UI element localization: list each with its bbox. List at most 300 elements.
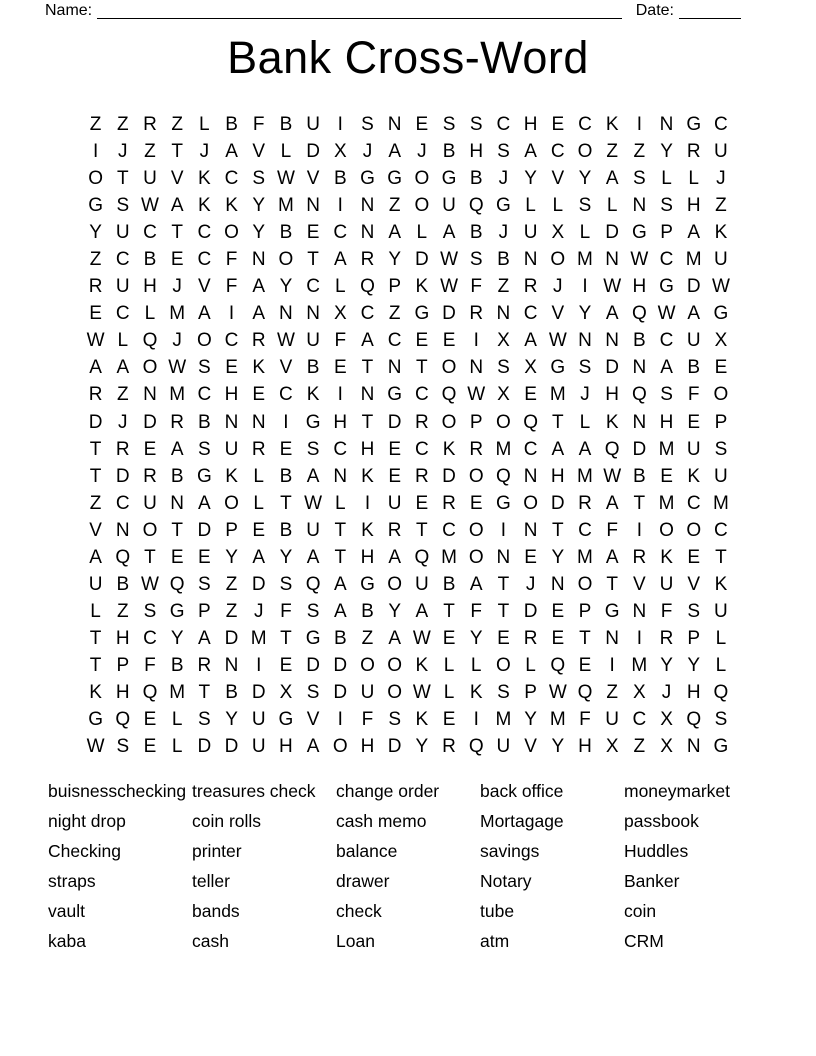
- grid-letter: D: [88, 411, 103, 433]
- grid-letter: R: [659, 627, 674, 649]
- grid-letter: M: [169, 303, 186, 325]
- name-label: Name:: [45, 2, 93, 19]
- grid-letter: K: [714, 573, 728, 595]
- grid-letter: L: [171, 709, 183, 731]
- grid-letter: L: [579, 411, 591, 433]
- grid-letter: N: [387, 114, 402, 136]
- grid-letter: J: [498, 222, 509, 244]
- grid-letter: D: [197, 519, 212, 541]
- grid-letter: S: [361, 114, 374, 136]
- grid-letter: G: [169, 600, 185, 622]
- grid-letter: W: [304, 492, 323, 514]
- grid-letter: D: [387, 411, 402, 433]
- grid-letter: A: [415, 600, 429, 622]
- grid-letter: B: [225, 682, 238, 703]
- grid-letter: W: [548, 330, 567, 352]
- date-fill-line[interactable]: [679, 4, 741, 19]
- grid-letter: Z: [497, 276, 510, 298]
- grid-letter: N: [686, 736, 701, 758]
- grid-letter: H: [686, 682, 701, 703]
- grid-letter: V: [170, 168, 184, 190]
- word-list-item: Mortagage: [480, 811, 564, 832]
- grid-letter: M: [577, 465, 593, 487]
- grid-letter: S: [660, 195, 673, 217]
- grid-letter: K: [225, 195, 238, 217]
- grid-letter: E: [442, 627, 456, 649]
- grid-letter: I: [337, 114, 343, 136]
- grid-letter: B: [687, 357, 701, 379]
- grid-letter: Q: [577, 682, 593, 703]
- grid-letter: Q: [631, 384, 647, 406]
- grid-letter: P: [660, 222, 673, 244]
- grid-letter: E: [170, 249, 184, 271]
- grid-letter: B: [333, 627, 347, 649]
- grid-letter: O: [142, 519, 158, 541]
- grid-letter: A: [306, 465, 320, 487]
- grid-letter: U: [306, 330, 320, 352]
- grid-letter: G: [604, 600, 620, 622]
- grid-letter: N: [143, 384, 157, 406]
- grid-letter: B: [442, 141, 456, 163]
- grid-letter: Z: [715, 195, 727, 217]
- grid-letter: Y: [225, 709, 238, 731]
- grid-letter: Z: [633, 141, 646, 163]
- grid-letter: I: [283, 411, 289, 433]
- grid-letter: G: [496, 195, 511, 217]
- grid-letter: X: [333, 141, 347, 163]
- grid-letter: B: [306, 357, 320, 379]
- grid-letter: Z: [606, 141, 618, 163]
- grid-letter: H: [686, 195, 701, 217]
- grid-letter: C: [197, 222, 212, 244]
- grid-letter: L: [90, 600, 101, 622]
- letter-grid: [82, 111, 735, 760]
- grid-letter: K: [605, 411, 619, 433]
- grid-letter: U: [659, 573, 674, 595]
- grid-letter: J: [253, 600, 264, 622]
- grid-letter: B: [279, 222, 293, 244]
- grid-letter: S: [388, 709, 401, 731]
- grid-letter: L: [443, 682, 455, 703]
- grid-letter: F: [660, 600, 673, 622]
- grid-letter: R: [414, 465, 429, 487]
- grid-letter: Z: [633, 736, 646, 758]
- grid-letter: W: [603, 276, 622, 298]
- grid-letter: M: [658, 438, 675, 460]
- grid-letter: W: [141, 195, 159, 217]
- grid-letter: E: [442, 709, 456, 731]
- grid-letter: B: [116, 573, 130, 595]
- grid-letter: G: [387, 384, 403, 406]
- grid-letter: E: [252, 384, 266, 406]
- grid-letter: Q: [360, 276, 375, 298]
- grid-letter: B: [333, 168, 347, 190]
- grid-letter: B: [469, 222, 483, 244]
- grid-letter: Z: [116, 384, 129, 406]
- grid-letter: A: [388, 546, 401, 568]
- grid-letter: U: [387, 492, 402, 514]
- grid-letter: V: [198, 276, 211, 298]
- grid-letter: I: [337, 384, 343, 406]
- grid-letter: E: [143, 709, 157, 731]
- grid-letter: L: [253, 465, 264, 487]
- grid-letter: Q: [604, 438, 620, 460]
- grid-letter: E: [660, 465, 673, 487]
- word-list-item: Checking: [48, 841, 121, 862]
- grid-letter: C: [442, 519, 456, 541]
- grid-letter: A: [252, 303, 266, 325]
- grid-letter: E: [415, 330, 429, 352]
- grid-letter: U: [306, 519, 320, 541]
- grid-letter: C: [197, 249, 212, 271]
- grid-letter: E: [388, 438, 401, 460]
- grid-letter: E: [279, 654, 293, 676]
- grid-letter: O: [659, 519, 674, 541]
- grid-letter: D: [605, 357, 620, 379]
- grid-letter: U: [251, 736, 266, 758]
- grid-letter: Q: [468, 736, 484, 758]
- grid-letter: N: [170, 492, 185, 514]
- grid-letter: Q: [142, 682, 158, 703]
- grid-letter: Y: [687, 654, 701, 676]
- grid-letter: C: [333, 438, 348, 460]
- word-list-item: check: [336, 900, 382, 921]
- grid-letter: F: [334, 330, 347, 352]
- word-list-item: printer: [192, 841, 242, 862]
- grid-letter: F: [470, 276, 483, 298]
- grid-letter: K: [442, 438, 456, 460]
- grid-letter: Q: [496, 465, 511, 487]
- grid-letter: H: [279, 736, 293, 758]
- grid-letter: B: [170, 465, 184, 487]
- grid-letter: T: [551, 411, 564, 433]
- grid-letter: T: [116, 168, 129, 190]
- grid-letter: U: [714, 141, 728, 163]
- grid-letter: K: [415, 654, 429, 676]
- grid-letter: J: [716, 168, 726, 190]
- grid-letter: T: [171, 141, 183, 163]
- grid-letter: I: [473, 330, 479, 352]
- grid-letter: B: [497, 249, 510, 271]
- word-list-item: coin: [624, 900, 657, 921]
- grid-letter: O: [496, 654, 511, 676]
- grid-letter: C: [578, 519, 592, 541]
- grid-letter: O: [496, 411, 511, 433]
- grid-letter: O: [414, 168, 430, 190]
- grid-letter: N: [496, 303, 511, 325]
- grid-letter: O: [224, 222, 239, 244]
- word-list-item: kaba: [48, 930, 86, 951]
- grid-letter: F: [687, 384, 700, 406]
- grid-letter: N: [224, 411, 239, 433]
- grid-letter: G: [414, 303, 430, 325]
- grid-letter: E: [143, 736, 157, 758]
- grid-letter: A: [170, 195, 184, 217]
- grid-letter: U: [714, 249, 728, 271]
- grid-letter: S: [497, 357, 510, 379]
- grid-letter: J: [172, 276, 182, 298]
- grid-letter: E: [415, 114, 429, 136]
- grid-letter: H: [605, 384, 620, 406]
- grid-letter: H: [115, 627, 130, 649]
- grid-letter: D: [115, 465, 130, 487]
- grid-letter: X: [279, 682, 293, 703]
- grid-letter: L: [525, 654, 536, 676]
- grid-letter: J: [661, 682, 672, 703]
- word-list-item: savings: [480, 841, 540, 862]
- grid-letter: D: [333, 682, 348, 703]
- grid-letter: J: [417, 141, 427, 163]
- grid-letter: J: [498, 168, 509, 190]
- grid-letter: S: [687, 600, 701, 622]
- grid-letter: Z: [89, 492, 102, 514]
- grid-letter: G: [196, 465, 212, 487]
- word-list-item: treasures check: [192, 781, 316, 802]
- grid-letter: E: [388, 465, 401, 487]
- grid-letter: V: [687, 573, 701, 595]
- grid-letter: K: [605, 114, 619, 136]
- grid-letter: Y: [469, 627, 483, 649]
- grid-letter: Y: [551, 546, 565, 568]
- grid-letter: M: [577, 546, 593, 568]
- grid-letter: V: [524, 736, 537, 758]
- puzzle-title: Bank Cross-Word: [227, 32, 589, 83]
- grid-letter: L: [715, 654, 727, 676]
- grid-letter: W: [467, 384, 486, 406]
- grid-letter: Q: [468, 195, 484, 217]
- grid-letter: M: [658, 492, 675, 514]
- grid-letter: D: [224, 627, 239, 649]
- grid-letter: C: [632, 709, 647, 731]
- grid-letter: T: [89, 465, 102, 487]
- grid-letter: F: [225, 249, 238, 271]
- grid-letter: R: [442, 492, 456, 514]
- grid-letter: N: [469, 357, 484, 379]
- grid-letter: T: [361, 411, 374, 433]
- grid-letter: N: [605, 627, 620, 649]
- grid-letter: N: [306, 195, 320, 217]
- grid-letter: A: [361, 330, 374, 352]
- grid-letter: H: [360, 736, 375, 758]
- grid-letter: A: [605, 168, 619, 190]
- grid-letter: W: [86, 330, 105, 352]
- grid-letter: T: [551, 519, 564, 541]
- grid-letter: M: [549, 384, 566, 406]
- grid-letter: A: [89, 357, 102, 379]
- grid-letter: S: [306, 682, 320, 703]
- grid-letter: S: [116, 195, 130, 217]
- grid-letter: Z: [388, 195, 401, 217]
- grid-letter: C: [714, 519, 728, 541]
- grid-letter: Q: [631, 303, 647, 325]
- word-list-item: passbook: [624, 811, 699, 832]
- grid-letter: G: [88, 195, 103, 217]
- grid-letter: T: [334, 546, 347, 568]
- grid-letter: D: [550, 492, 565, 514]
- grid-letter: O: [278, 249, 294, 271]
- grid-letter: U: [143, 492, 157, 514]
- grid-letter: U: [523, 222, 538, 244]
- grid-letter: U: [306, 114, 320, 136]
- grid-letter: T: [361, 357, 374, 379]
- grid-letter: A: [225, 141, 238, 163]
- grid-letter: X: [660, 709, 673, 731]
- grid-letter: A: [469, 573, 483, 595]
- grid-letter: P: [687, 627, 701, 649]
- grid-letter: T: [497, 600, 510, 622]
- grid-letter: W: [86, 736, 105, 758]
- grid-letter: Q: [305, 573, 321, 595]
- grid-letter: W: [168, 357, 187, 379]
- grid-letter: P: [524, 682, 537, 703]
- grid-letter: D: [442, 303, 456, 325]
- grid-letter: I: [256, 654, 262, 676]
- grid-letter: E: [551, 114, 565, 136]
- grid-letter: U: [224, 438, 239, 460]
- grid-letter: V: [89, 519, 102, 541]
- grid-letter: L: [470, 654, 482, 676]
- grid-letter: E: [687, 411, 701, 433]
- grid-letter: P: [388, 276, 401, 298]
- grid-letter: W: [276, 168, 295, 190]
- grid-letter: Y: [89, 222, 102, 244]
- grid-letter: F: [252, 114, 265, 136]
- grid-letter: K: [198, 195, 211, 217]
- grid-letter: H: [333, 411, 348, 433]
- grid-letter: X: [524, 357, 537, 379]
- grid-letter: X: [551, 222, 565, 244]
- grid-letter: R: [523, 276, 538, 298]
- grid-letter: I: [364, 492, 371, 514]
- grid-letter: U: [686, 330, 701, 352]
- grid-letter: A: [306, 736, 320, 758]
- grid-letter: A: [605, 303, 619, 325]
- grid-letter: V: [633, 573, 646, 595]
- grid-letter: W: [711, 276, 730, 298]
- grid-letter: T: [280, 492, 292, 514]
- grid-letter: R: [170, 411, 185, 433]
- grid-letter: H: [469, 141, 484, 163]
- grid-letter: T: [144, 546, 156, 568]
- name-date-row: [45, 0, 741, 21]
- grid-letter: T: [416, 519, 428, 541]
- grid-letter: E: [578, 654, 592, 676]
- grid-letter: K: [469, 682, 483, 703]
- grid-letter: A: [605, 546, 619, 568]
- grid-letter: K: [687, 465, 701, 487]
- grid-letter: S: [714, 709, 728, 731]
- grid-letter: H: [143, 276, 157, 298]
- grid-letter: E: [252, 519, 266, 541]
- grid-letter: C: [143, 222, 157, 244]
- grid-letter: O: [523, 492, 538, 514]
- grid-letter: D: [224, 736, 239, 758]
- grid-letter: T: [416, 357, 428, 379]
- grid-letter: V: [306, 709, 320, 731]
- grid-letter: T: [606, 573, 618, 595]
- grid-letter: U: [714, 600, 728, 622]
- grid-letter: M: [685, 249, 702, 271]
- grid-letter: T: [89, 654, 102, 676]
- grid-letter: V: [306, 168, 320, 190]
- grid-letter: O: [577, 573, 593, 595]
- grid-letter: W: [548, 682, 567, 703]
- grid-letter: F: [470, 600, 483, 622]
- word-list-item: back office: [480, 781, 564, 802]
- grid-letter: G: [686, 114, 702, 136]
- grid-letter: Z: [361, 627, 374, 649]
- grid-letter: U: [605, 709, 620, 731]
- word-list-item: straps: [48, 870, 96, 891]
- grid-letter: G: [387, 168, 403, 190]
- grid-letter: T: [633, 492, 646, 514]
- grid-letter: R: [251, 330, 266, 352]
- grid-letter: G: [550, 357, 566, 379]
- grid-letter: Y: [524, 168, 537, 190]
- grid-letter: V: [551, 168, 565, 190]
- grid-letter: T: [280, 627, 292, 649]
- grid-letter: L: [688, 168, 699, 190]
- grid-letter: D: [605, 222, 620, 244]
- grid-letter: Y: [279, 276, 293, 298]
- name-fill-line[interactable]: [97, 4, 622, 19]
- grid-letter: H: [224, 384, 239, 406]
- grid-letter: A: [388, 627, 401, 649]
- grid-letter: N: [632, 195, 647, 217]
- grid-letter: E: [306, 222, 320, 244]
- grid-letter: L: [579, 222, 591, 244]
- grid-letter: E: [524, 546, 537, 568]
- grid-letter: W: [276, 330, 295, 352]
- grid-letter: R: [143, 465, 157, 487]
- grid-letter: J: [362, 141, 373, 163]
- grid-letter: Y: [551, 736, 565, 758]
- grid-letter: G: [305, 411, 321, 433]
- grid-letter: C: [686, 492, 701, 514]
- grid-letter: R: [143, 114, 157, 136]
- grid-letter: C: [333, 222, 348, 244]
- grid-letter: S: [497, 141, 510, 163]
- grid-letter: S: [198, 709, 211, 731]
- grid-letter: E: [89, 303, 102, 325]
- grid-letter: U: [496, 736, 511, 758]
- grid-letter: U: [115, 222, 130, 244]
- grid-letter: S: [252, 168, 266, 190]
- grid-letter: M: [495, 709, 512, 731]
- grid-letter: M: [441, 546, 457, 568]
- grid-letter: D: [143, 411, 157, 433]
- grid-letter: H: [550, 465, 565, 487]
- grid-letter: P: [714, 411, 728, 433]
- grid-letter: T: [171, 519, 183, 541]
- grid-letter: A: [333, 600, 347, 622]
- word-list-item: moneymarket: [624, 781, 731, 802]
- grid-letter: B: [198, 411, 211, 433]
- grid-letter: F: [361, 709, 374, 731]
- grid-letter: G: [713, 303, 729, 325]
- grid-letter: D: [333, 654, 348, 676]
- grid-letter: E: [279, 438, 293, 460]
- word-list-item: Huddles: [624, 841, 689, 862]
- grid-letter: O: [414, 195, 430, 217]
- grid-letter: E: [333, 357, 347, 379]
- grid-letter: U: [143, 168, 157, 190]
- grid-letter: O: [441, 411, 457, 433]
- grid-letter: O: [441, 357, 457, 379]
- grid-letter: L: [253, 492, 264, 514]
- grid-letter: Z: [116, 600, 129, 622]
- grid-letter: H: [115, 682, 130, 703]
